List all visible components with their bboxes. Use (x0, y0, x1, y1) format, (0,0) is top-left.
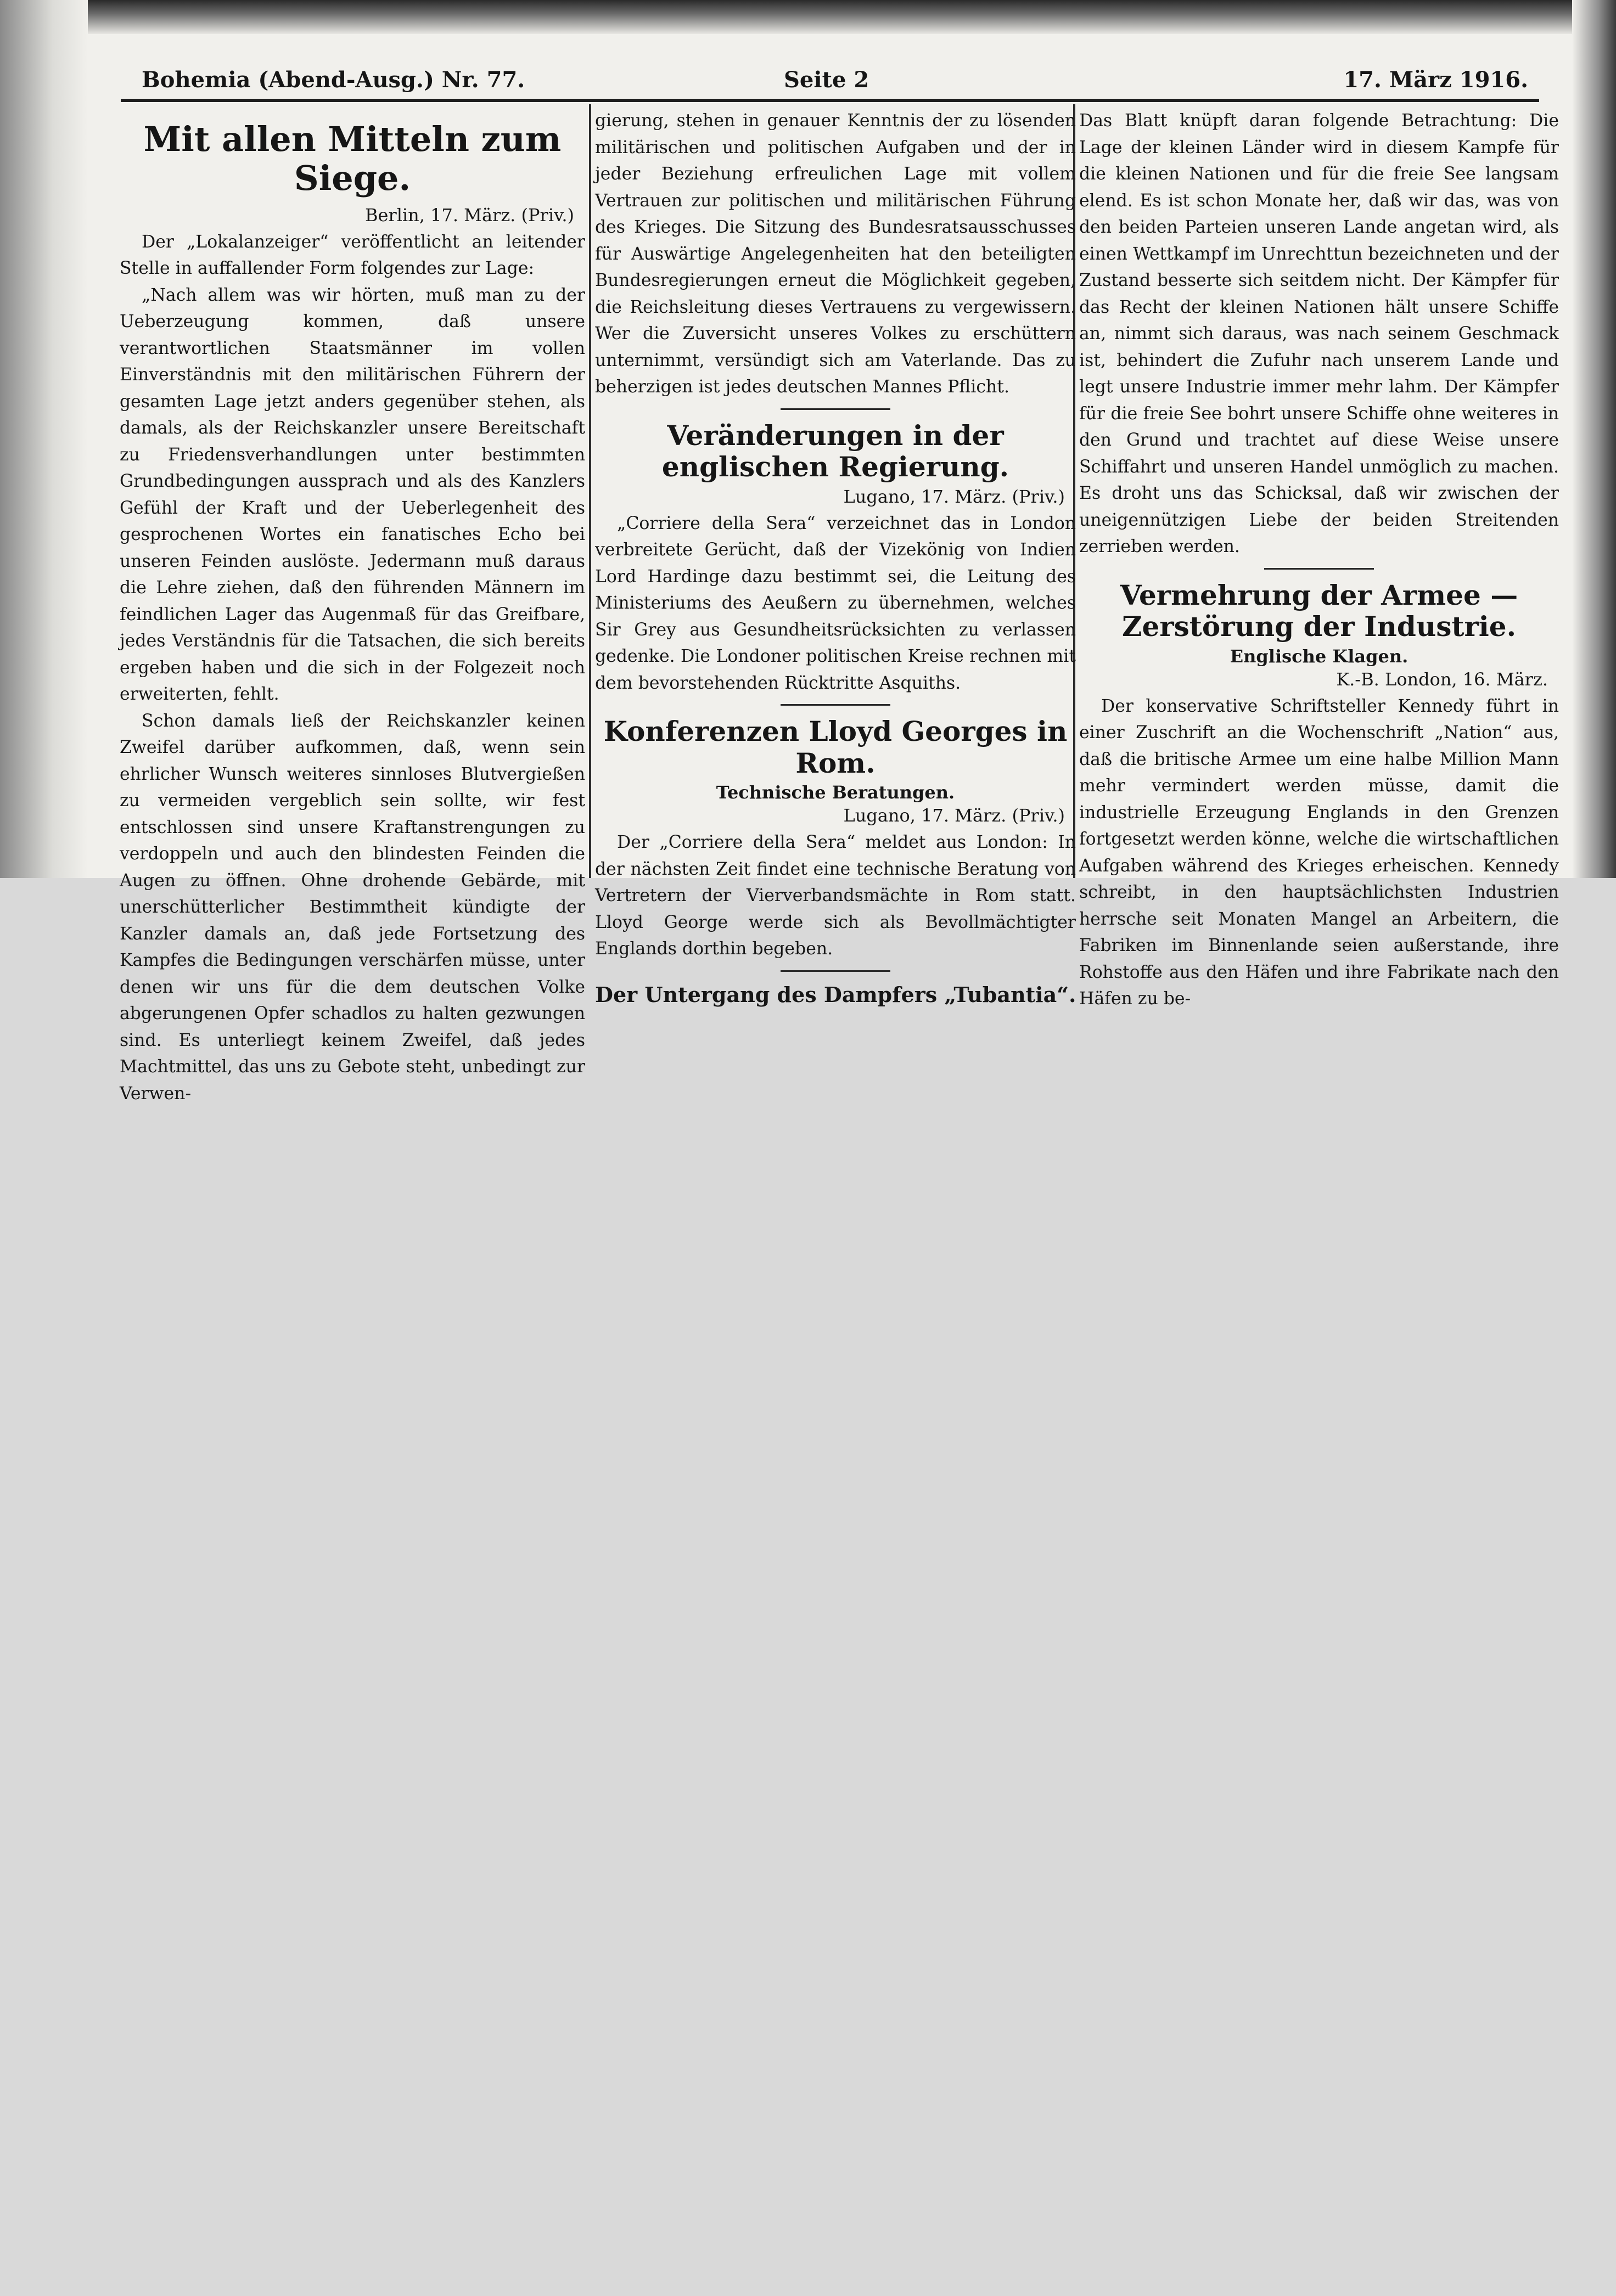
scan-shadow-top (0, 0, 1616, 34)
article-continuation: Das Blatt knüpft daran folgende Betrachtung: Die Lage der kleinen Länder wird in diesem Kampfe für die kleinen Nationen und für die freie See langsam elend. Es ist schon Monate her, daß wir das, was von den beiden Parteien unseren Lande angetan wird, als einen Wettkampf im Unrechttun bezeichneten und der Zustand besserte sich seitdem nicht. Der Kämpfer für das Recht der kleinen Nationen hält unsere Schiffe an, nimmt sich daraus, was nach seinem Geschmack ist, behindert die Zufuhr nach unserem Lande und legt unsere Industrie immer mehr lahm. Der Kämpfer für die freie See bohrt unsere Schiffe ohne weiteres in den Grund und trachtet auf diese Weise unsere Schiffahrt und unseren Handel unmöglich zu machen. Es droht uns das Schicksal, daß wir zwischen der uneigennützigen Liebe der beiden Streitenden zerrieben werden. (1079, 111, 1559, 556)
scan-shadow-right (1572, 0, 1616, 878)
article-headline-cut: Der Untergang des Dampfers „Tubantia“. (595, 982, 1076, 1007)
article-dateline: Lugano, 17. März. (Priv.) (843, 486, 1065, 507)
article-dateline: Lugano, 17. März. (Priv.) (843, 805, 1065, 826)
article-subhead: Technische Beratungen. (716, 782, 955, 803)
article-headline: Konferenzen Lloyd Georges in Rom. (603, 715, 1068, 779)
article-konferenzen (595, 716, 1076, 963)
article-headline: Vermehrung der Armee — Zerstörung der Industrie. (1120, 578, 1518, 643)
column-2 (595, 108, 1076, 1007)
article-paragraph: Schon damals ließ der Reichskanzler keinen Zweifel darüber aufkommen, daß, wenn sein ehrlicher Wunsch weiteres sinnloses Blutvergießen zu vermeiden vergeblich sein sollte, wir fest entschlossen sind unsere Kraftanstrengungen zu verdoppeln und auch den blindesten Feinden die Augen zu öffnen. Ohne drohende Gebärde, mit unerschütterlicher Bestimmtheit kündigte der Kanzler damals an, daß jede Fortsetzung des Kampfes die Bedingungen verschärfen müsse, unter denen wir uns für die dem deutschen Volke abgerungenen Opfer schadlos zu halten gezwungen sind. Es unterliegt keinem Zweifel, daß jedes Machtmittel, das uns zu Gebote steht, unbedingt zur Verwen- (120, 711, 585, 1104)
article-separator (1264, 568, 1374, 570)
article-headline: Veränderungen in der englischen Regierung. (661, 419, 1009, 483)
article-vermehrung-der-armee (1079, 579, 1559, 1012)
article-dateline: Berlin, 17. März. (Priv.) (364, 204, 574, 226)
column-3 (1079, 108, 1559, 1009)
header-date: 17. März 1916. (1343, 67, 1528, 93)
article-mit-allen-mitteln (120, 120, 585, 1107)
article-separator (781, 408, 890, 410)
column-rule (589, 104, 591, 878)
newspaper-page (0, 0, 1616, 1104)
article-veraenderungen (595, 420, 1076, 697)
article-paragraph: „Corriere della Sera“ verzeichnet das in London verbreitete Gerücht, daß der Vizekönig von Indien Lord Hardinge dazu bestimmt sei, die Leitung des Ministeriums des Aeußern zu übernehmen, welches Sir Grey aus Gesundheitsrücksichten zu verlassen gedenke. Die Londoner politischen Kreise rechnen mit dem bevorstehenden Rücktritte Asquiths. (595, 513, 1076, 693)
article-paragraph: Der „Corriere della Sera“ meldet aus London: In der nächsten Zeit findet eine technische Beratung von Vertretern der Vierverbandsmächte in Rom statt. Lloyd George werde sich als Bevollmächtigter Englands dorthin begeben. (595, 832, 1076, 959)
scan-shadow-left (0, 0, 88, 878)
article-paragraph: „Nach allem was wir hörten, muß man zu der Ueberzeugung kommen, daß unsere verantwortlichen Staatsmänner im vollen Einverständnis mit den militärischen Führern der gesamten Lage jetzt anders gegenüber stehen, als damals, als der Reichskanzler unsere Bereitschaft zu Friedensverhandlungen unter bestimmten Grundbedingungen aussprach und als des Kanzlers Gefühl der Kraft und der Ueberlegenheit des gesprochenen Wortes ein fanatisches Echo bei unseren Feinden auslöste. Jedermann muß daraus die Lehre ziehen, daß den führenden Männern im feindlichen Lager das Augenmaß für das Greifbare, jedes Verständnis für die Tatsachen, die sich bereits ergeben haben und die sich in der Folgezeit noch erweiterten, fehlt. (120, 285, 585, 705)
article-separator (781, 704, 890, 706)
article-dateline: K.-B. London, 16. März. (1336, 668, 1548, 690)
article-paragraph: Der konservative Schriftsteller Kennedy führt in einer Zuschrift an die Wochenschrift „Nation“ aus, daß die britische Armee um eine halbe Million Mann mehr vermindert werden müsse, damit die industrielle Erzeugung Englands in den Grenzen fortgesetzt werden könne, welche die wirtschaftlichen Aufgaben während des Krieges erheischen. Kennedy schreibt, in den hauptsächlichsten Industrien herrsche seit Monaten Mangel an Arbeitern, die Fabriken im Binnenlande seien außerstande, ihre Rohstoffe aus den Häfen und ihre Fabrikate nach den Häfen zu be- (1079, 696, 1559, 1009)
article-subhead: Englische Klagen. (1230, 645, 1409, 667)
article-continuation: gierung, stehen in genauer Kenntnis der zu lösenden militärischen und politischen Aufgaben und der in jeder Beziehung erfreulichen Lage mit vollem Vertrauen zur politischen und militärischen Führung des Krieges. Die Sitzung des Bundesratsausschusses für Auswärtige Angelegenheiten hat den beteiligten Bundesregierungen erneut die Möglichkeit gegeben, die Reichsleitung dieses Vertrauens zu vergewissern. Wer die Zuversicht unseres Volkes zu erschüttern unternimmt, versündigt sich am Vaterlande. Das zu beherzigen ist jedes deutschen Mannes Pflicht. (595, 111, 1076, 397)
header-publication: Bohemia (Abend-Ausg.) Nr. 77. (142, 67, 525, 93)
article-paragraph: Der „Lokalanzeiger“ veröffentlicht an leitender Stelle in auffallender Form folgendes zur Lage: (120, 232, 585, 279)
article-separator (781, 970, 890, 972)
header-page-number: Seite 2 (784, 67, 869, 93)
column-1 (120, 108, 585, 1104)
article-headline: Mit allen Mitteln zum Siege. (143, 119, 562, 199)
header-rule (121, 99, 1539, 102)
